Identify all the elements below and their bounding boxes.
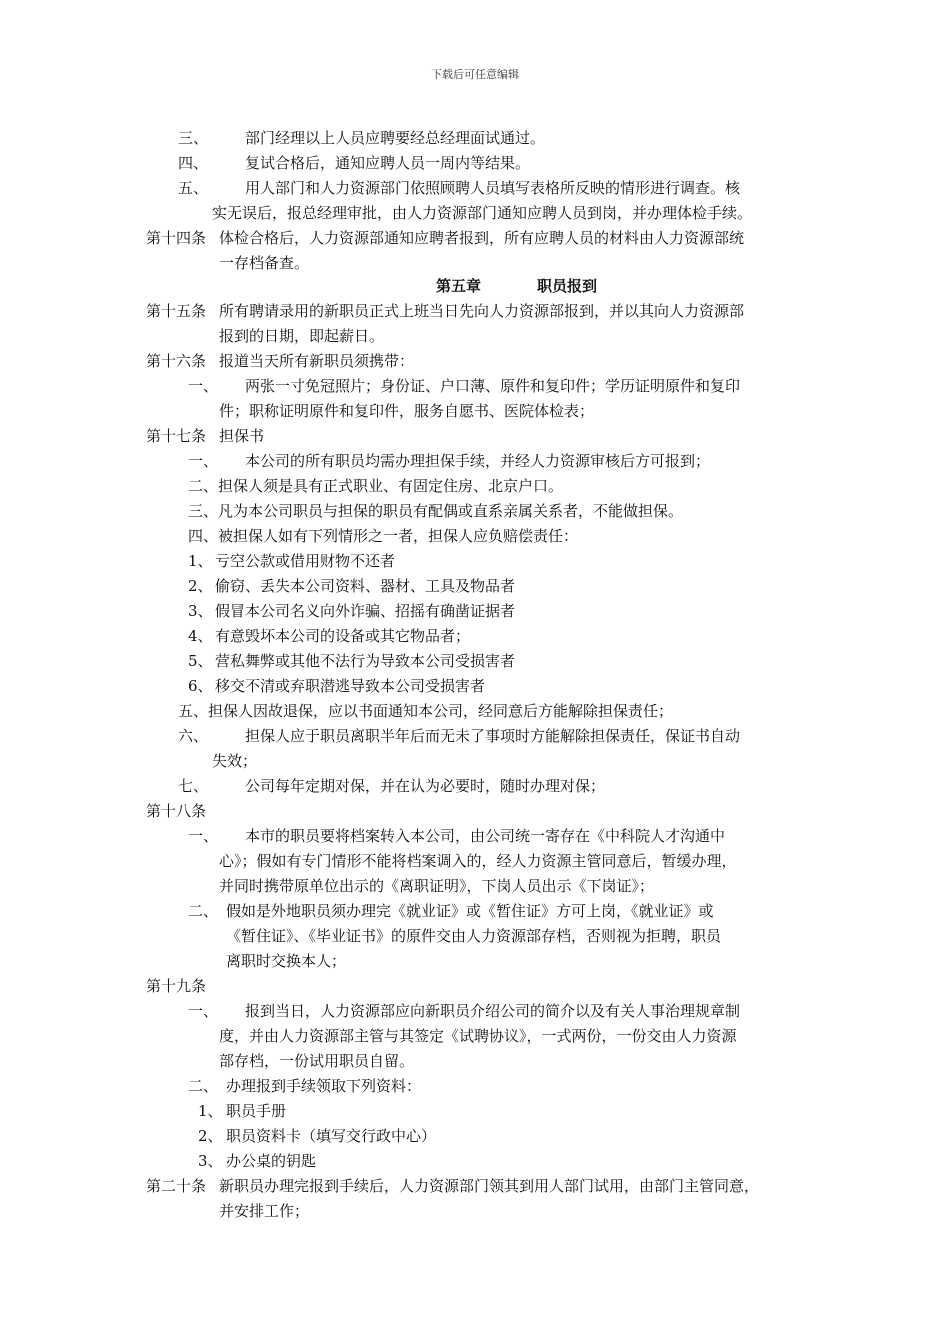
text-line: 第二十条 (146, 1177, 207, 1195)
text-line: 失效； (212, 752, 258, 770)
text-line: 一、 (188, 1002, 219, 1020)
text-line: 3、 (188, 602, 213, 620)
text-line: 三、 (178, 129, 209, 147)
text-line: 移交不清或弃职潜逃导致本公司受损害者 (215, 677, 486, 695)
text-line: 报道当天所有新职员须携带： (219, 352, 415, 370)
text-line: 一、 (188, 377, 219, 395)
text-line: 六、 (178, 727, 209, 745)
text-line: 1、 (198, 1102, 223, 1120)
text-line: 四、被担保人如有下列情形之一者，担保人应负赔偿责任： (188, 527, 579, 545)
text-line: 用人部门和人力资源部门依照顾聘人员填写表格所反映的情形进行调查。核 (245, 179, 741, 197)
text-line: 七、 (178, 777, 209, 795)
text-line: 2、 (198, 1127, 223, 1145)
text-line: 二、 (188, 1077, 219, 1095)
text-line: 担保书 (219, 427, 265, 445)
text-line: 本公司的所有职员均需办理担保手续，并经人力资源审核后方可报到； (245, 452, 711, 470)
text-line: 部门经理以上人员应聘要经总经理面试通过。 (245, 129, 546, 147)
text-line: 第十六条 (146, 352, 207, 370)
text-line: 所有聘请录用的新职员正式上班当日先向人力资源部报到，并以其向人力资源部 (219, 302, 745, 320)
text-line: 担保人应于职员离职半年后而无未了事项时方能解除担保责任，保证书自动 (245, 727, 741, 745)
text-line: 二、担保人须是具有正式职业、有固定住房、北京户口。 (188, 477, 564, 495)
text-line: 《暂住证》、《毕业证书》的原件交由人力资源部存档，否则视为拒聘，职员 (226, 927, 722, 945)
text-line: 一存档备查。 (219, 254, 310, 272)
text-line: 办理报到手续领取下列资料： (226, 1077, 422, 1095)
text-line: 第十五条 (146, 302, 207, 320)
text-line: 5、 (188, 652, 213, 670)
text-line: 两张一寸免冠照片；身份证、户口薄、原件和复印件；学历证明原件和复印 (245, 377, 741, 395)
text-line: 6、 (188, 677, 213, 695)
text-line: 一、 (188, 827, 219, 845)
text-line: 实无误后，报总经理审批，由人力资源部门通知应聘人员到岗，并办理体检手续。 (212, 204, 753, 222)
text-line: 第十九条 (146, 977, 207, 995)
text-line: 一、 (188, 452, 219, 470)
text-line: 报到的日期，即起薪日。 (219, 327, 385, 345)
text-line: 有意毁坏本公司的设备或其它物品者； (215, 627, 471, 645)
text-line: 度，并由人力资源部主管与其签定《试聘协议》，一式两份，一份交由人力资源 (219, 1027, 737, 1045)
text-line: 二、 (188, 902, 219, 920)
text-line: 偷窃、丢失本公司资料、器材、工具及物品者 (215, 577, 516, 595)
text-line: 3、 (198, 1152, 223, 1170)
text-line: 件；职称证明原件和复印件，服务自愿书、医院体检表； (219, 402, 595, 420)
text-line: 部存档，一份试用职员自留。 (219, 1052, 415, 1070)
text-line: 2、 (188, 577, 213, 595)
text-line: 假如是外地职员须办理完《就业证》或《暂住证》方可上岗，《就业证》或 (226, 902, 714, 920)
text-line: 假冒本公司名义向外诈骗、招摇有确凿证据者 (215, 602, 516, 620)
text-line: 办公桌的钥匙 (226, 1152, 317, 1170)
text-line: 第十七条 (146, 427, 207, 445)
text-line: 本市的职员要将档案转入本公司，由公司统一寄存在《中科院人才沟通中 (245, 827, 726, 845)
text-line: 第十八条 (146, 802, 207, 820)
text-line: 三、凡为本公司职员与担保的职员有配偶或直系亲属关系者，不能做担保。 (188, 502, 684, 520)
text-line: 职员资料卡（填写交行政中心） (226, 1127, 437, 1145)
text-line: 营私舞弊或其他不法行为导致本公司受损害者 (215, 652, 516, 670)
text-line: 公司每年定期对保，并在认为必要时，随时办理对保； (245, 777, 606, 795)
text-line: 复试合格后，通知应聘人员一周内等结果。 (245, 154, 531, 172)
page-header: 下载后可任意编辑 (431, 68, 519, 81)
text-line: 离职时交换本人； (226, 952, 347, 970)
text-line: 并同时携带原单位出示的《离职证明》，下岗人员出示《下岗证》； (219, 877, 655, 895)
text-line: 亏空公款或借用财物不还者 (215, 552, 396, 570)
text-line: 新职员办理完报到手续后，人力资源部门领其到用人部门试用，由部门主管同意， (219, 1177, 760, 1195)
text-line: 职员手册 (226, 1102, 287, 1120)
text-line: 并安排工作； (219, 1202, 310, 1220)
text-line: 五、担保人因故退保，应以书面通知本公司，经同意后方能解除担保责任； (178, 702, 674, 720)
text-line: 体检合格后，人力资源部通知应聘者报到，所有应聘人员的材料由人力资源部统 (219, 229, 745, 247)
text-line: 五、 (178, 179, 209, 197)
text-line: 报到当日，人力资源部应向新职员介绍公司的简介以及有关人事治理规章制 (245, 1002, 741, 1020)
text-line: 1、 (188, 552, 213, 570)
chapter-number: 第五章 (436, 277, 482, 295)
text-line: 心》；假如有专门情形不能将档案调入的，经人力资源主管同意后，暂缓办理， (219, 852, 737, 870)
text-line: 4、 (188, 627, 213, 645)
text-line: 四、 (178, 154, 209, 172)
text-line: 第十四条 (146, 229, 207, 247)
chapter-title: 职员报到 (537, 277, 598, 295)
